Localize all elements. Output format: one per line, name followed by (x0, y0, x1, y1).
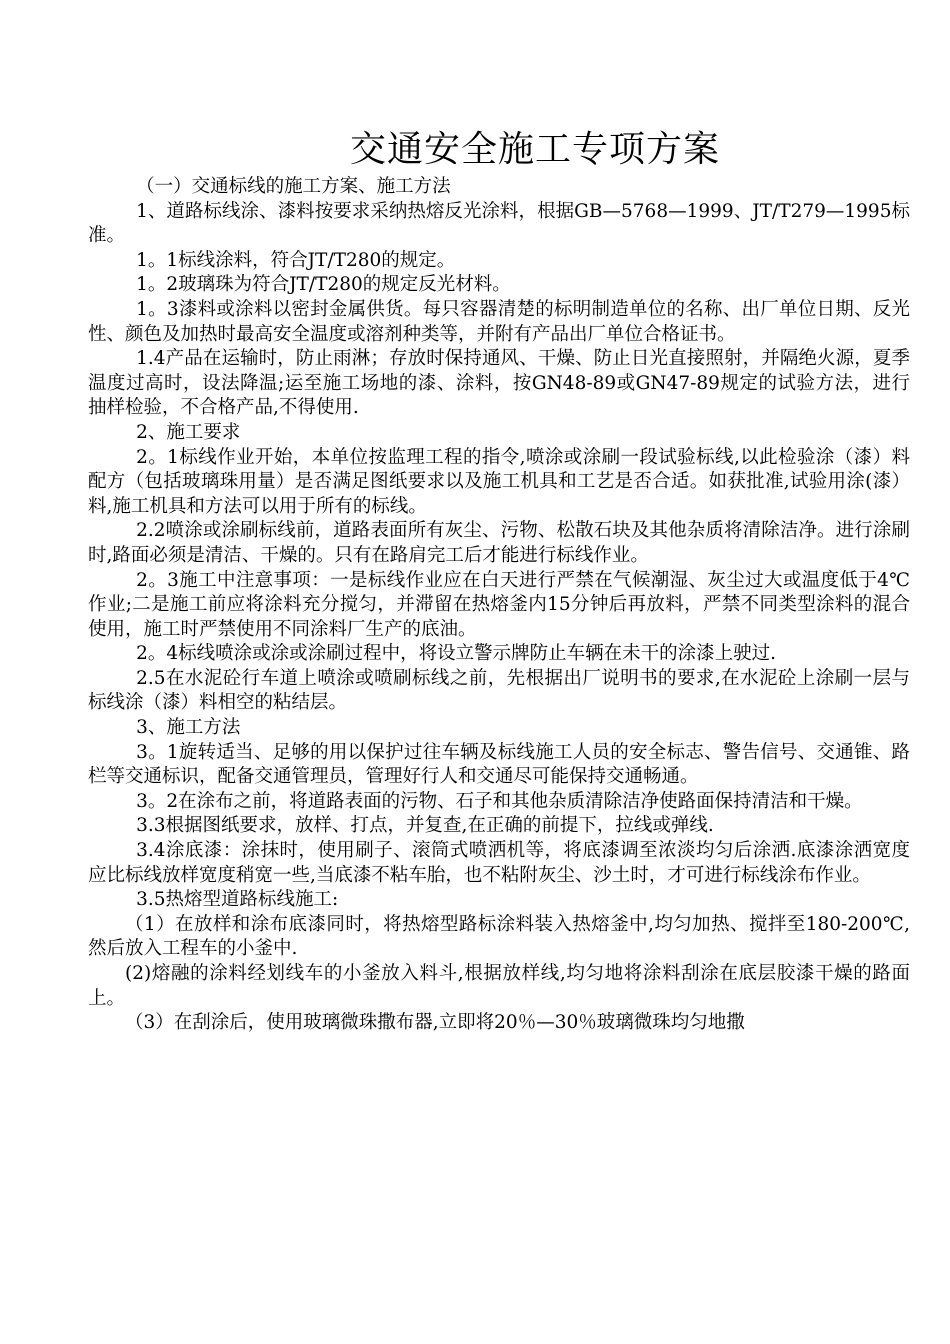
paragraph: （一）交通标线的施工方案、施工方法 (136, 176, 451, 197)
paragraph: 1。1标线涂料，符合JT/T280的规定。 (136, 249, 456, 271)
paragraph: (2)熔融的涂料经划线车的小釜放入料斗,根据放样线,均匀地将涂料刮涂在底层胶漆干燥的路面上。 (88, 963, 910, 1009)
paragraph: （3）在刮涂后，使用玻璃微珠撒布器,立即将20％—30％玻璃微珠均匀地撒 (125, 1012, 745, 1034)
paragraph: 2。4标线喷涂或涂或涂刷过程中，将设立警示牌防止车辆在未干的涂漆上驶过. (136, 643, 777, 665)
paragraph: 1。2玻璃珠为符合JT/T280的规定反光材料。 (136, 274, 511, 296)
paragraph: 3.3根据图纸要求，放样、打点，并复查,在正确的前提下，拉线或弹线. (136, 815, 714, 837)
paragraph: 1.4产品在运输时，防止雨淋；存放时保持通风、干燥、防止日光直接照射，并隔绝火源，夏季温度过高时，设法降温;运至施工场地的漆、涂料，按GN48-89或GN47-89规定的试验方法，进行抽样检验，不合格产品,不得使用. (88, 348, 910, 419)
document-body (88, 175, 910, 1036)
paragraph: 1。3漆料或涂料以密封金属供货。每只容器清楚的标明制造单位的名称、出厂单位日期、反光性、颜色及加热时最高安全温度或溶剂种类等，并附有产品出厂单位合格证书。 (88, 298, 910, 345)
paragraph: 3。2在涂布之前，将道路表面的污物、石子和其他杂质清除洁净使路面保持清洁和干燥。 (136, 790, 863, 812)
paragraph: 2、施工要求 (136, 421, 241, 443)
paragraph: （1）在放样和涂布底漆同时，将热熔型路标涂料装入热熔釜中,均匀加热、搅拌至180-200℃,然后放入工程车的小釜中. (88, 913, 910, 960)
paragraph: 3、施工方法 (136, 717, 241, 739)
document-title: 交通安全施工专项方案 (349, 129, 720, 170)
paragraph: 2.5在水泥砼行车道上喷涂或喷刷标线之前，先根据出厂说明书的要求,在水泥砼上涂刷一层与标线涂（漆）料相空的粘结层。 (88, 667, 910, 714)
paragraph: 2。3施工中注意事项：一是标线作业应在白天进行严禁在气候潮湿、灰尘过大或温度低于4℃作业;二是施工前应将涂料充分搅匀，并滞留在热熔釜内15分钟后再放料，严禁不同类型涂料的混合使用，施工时严禁使用不同涂料厂生产的底油。 (88, 569, 910, 640)
paragraph: 3。1旋转适当、足够的用以保护过往车辆及标线施工人员的安全标志、警告信号、交通锥、路栏等交通标识，配备交通管理员，管理好行人和交通尽可能保持交通畅通。 (88, 741, 910, 788)
paragraph: 1、道路标线涂、漆料按要求采纳热熔反光涂料，根据GB—5768—1999、JT/T279—1995标准。 (88, 200, 910, 247)
paragraph: 2.2喷涂或涂刷标线前，道路表面所有灰尘、污物、松散石块及其他杂质将清除洁净。进行涂刷时,路面必须是清洁、干燥的。只有在路肩完工后才能进行标线作业。 (88, 520, 910, 566)
paragraph: 3.5热熔型道路标线施工: (136, 889, 339, 911)
paragraph: 2。1标线作业开始，本单位按监理工程的指令,喷涂或涂刷一段试验标线,以此检验涂（漆）料配方（包括玻璃珠用量）是否满足图纸要求以及施工机具和工艺是否合适。如获批准,试验用涂(漆）料,施工机具和方法可以用于所有的标线。 (88, 446, 910, 517)
paragraph: 3.4涂底漆：涂抹时，使用刷子、滚筒式喷洒机等，将底漆调至浓淡均匀后涂洒.底漆涂洒宽度应比标线放样宽度稍宽一些,当底漆不粘车胎，也不粘附灰尘、沙土时，才可进行标线涂布作业。 (88, 840, 910, 886)
